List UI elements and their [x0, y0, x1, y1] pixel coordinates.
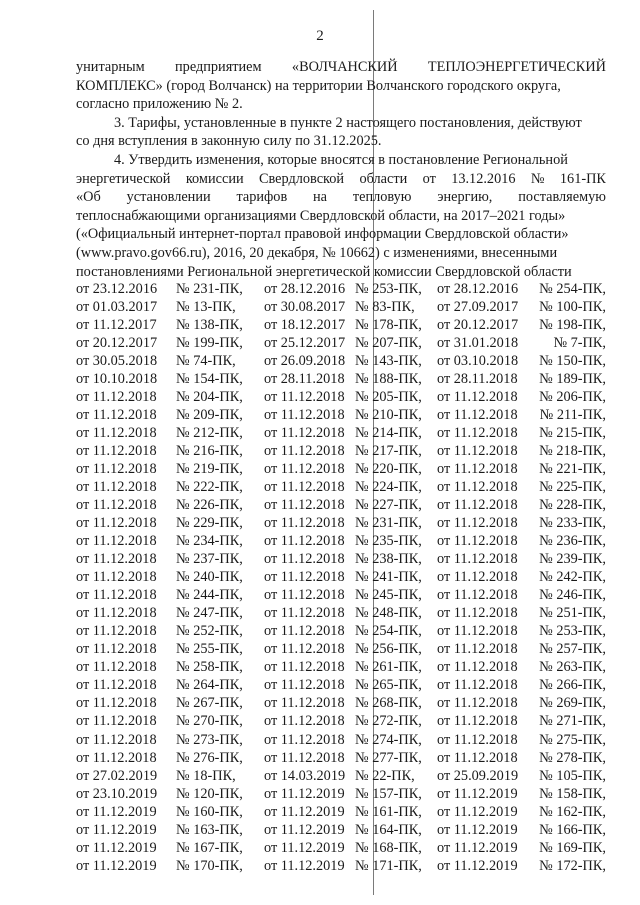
decree-number: № 272-ПК,	[355, 713, 422, 730]
page-number: 2	[316, 28, 324, 44]
decree-number: № 228-ПК,	[539, 497, 606, 514]
decree-date: от 23.12.2016	[76, 281, 158, 297]
decree-number: № 100-ПК,	[539, 299, 606, 316]
decree-date: от 27.02.2019	[76, 767, 158, 784]
decree-number: № 105-ПК,	[539, 767, 606, 784]
decree-date: от 11.12.2018	[264, 497, 345, 514]
decree-date: от 11.12.2019	[264, 839, 345, 856]
decree-number: № 254-ПК,	[539, 281, 606, 297]
decree-date: от 11.12.2018	[76, 407, 157, 424]
decree-date: от 11.12.2018	[264, 479, 345, 496]
decree-date: от 11.12.2019	[437, 821, 518, 838]
decree-number: № 231-ПК,	[355, 515, 422, 532]
decree-date: от 11.12.2018	[437, 533, 518, 550]
decree-date: от 11.12.2018	[76, 623, 157, 640]
decree-date: от 11.12.2018	[437, 443, 518, 460]
text-line: («Официальный интернет-портал правовой информации Свердловской области»	[76, 226, 569, 243]
decree-number: № 143-ПК,	[355, 353, 422, 370]
decree-date: от 11.12.2018	[76, 695, 157, 712]
text-line: теплоснабжающими организациями Свердловской области, на 2017–2021 годы»	[76, 207, 566, 224]
decree-date: от 11.12.2018	[76, 425, 157, 442]
decree-number: № 253-ПК,	[539, 623, 606, 640]
decree-date: от 11.12.2018	[264, 533, 345, 550]
decree-number: № 238-ПК,	[355, 551, 422, 568]
decree-number: № 166-ПК,	[539, 821, 606, 838]
decree-number: № 237-ПК,	[176, 551, 243, 568]
decree-number: № 162-ПК,	[539, 803, 606, 820]
decree-number: № 212-ПК,	[176, 425, 243, 442]
decree-date: от 20.12.2017	[437, 317, 519, 334]
decree-date: от 11.12.2019	[437, 803, 518, 820]
word: энергетической	[76, 170, 171, 187]
decree-number: № 269-ПК,	[539, 695, 606, 712]
word: унитарным	[76, 59, 145, 75]
decree-number: № 253-ПК,	[355, 281, 422, 297]
decree-date: от 25.12.2017	[264, 335, 346, 352]
decree-number: № 251-ПК,	[539, 605, 606, 622]
decree-number: № 257-ПК,	[539, 641, 606, 658]
text-line: 4. Утвердить изменения, которые вносятся в постановление Региональной	[114, 152, 568, 168]
decree-date: от 11.12.2018	[76, 749, 157, 766]
decree-number: № 248-ПК,	[355, 605, 422, 622]
decree-date: от 11.12.2018	[437, 479, 518, 496]
decree-date: от 11.12.2018	[264, 677, 345, 694]
decree-number: № 13-ПК,	[176, 299, 236, 316]
text-line	[76, 188, 606, 206]
decree-date: от 11.12.2018	[437, 641, 518, 658]
decree-date: от 11.12.2018	[264, 641, 345, 658]
decree-date: от 11.12.2019	[264, 857, 345, 874]
decree-number: № 167-ПК,	[176, 839, 243, 856]
decree-date: от 11.12.2018	[76, 659, 157, 676]
decree-date: от 26.09.2018	[264, 353, 346, 370]
decree-date: от 11.12.2018	[264, 389, 345, 406]
text-line	[76, 58, 606, 76]
text-line: со дня вступления в законную силу по 31.12.2025.	[76, 133, 382, 150]
decree-number: № 216-ПК,	[176, 443, 243, 460]
decree-date: от 11.12.2018	[437, 551, 518, 568]
decree-date: от 11.12.2018	[437, 749, 518, 766]
decree-number: № 246-ПК,	[539, 587, 606, 604]
decree-date: от 11.12.2018	[437, 587, 518, 604]
decree-number: № 18-ПК,	[176, 767, 236, 784]
decree-date: от 11.12.2017	[76, 317, 157, 334]
decree-number: № 161-ПК,	[355, 803, 422, 820]
decree-date: от 11.12.2018	[76, 515, 157, 532]
word: тепловую	[352, 189, 412, 206]
decree-number: № 273-ПК,	[176, 731, 243, 748]
decree-number: № 160-ПК,	[176, 803, 243, 820]
decree-number: № 207-ПК,	[355, 335, 422, 352]
decree-number: № 74-ПК,	[176, 353, 236, 370]
decree-date: от 11.12.2018	[76, 533, 157, 550]
text-line	[76, 170, 606, 188]
decree-date: от 28.11.2018	[264, 371, 345, 388]
decree-date: от 11.12.2019	[264, 821, 345, 838]
decree-number: № 138-ПК,	[176, 317, 243, 334]
decree-date: от 11.12.2018	[76, 389, 157, 406]
decree-number: № 150-ПК,	[539, 353, 606, 370]
word: Свердловской	[258, 170, 345, 187]
decree-number: № 215-ПК,	[539, 425, 606, 442]
decree-date: от 11.12.2018	[437, 695, 518, 712]
decree-number: № 206-ПК,	[539, 389, 606, 406]
decree-date: от 11.12.2018	[264, 659, 345, 676]
decree-number: № 274-ПК,	[355, 731, 422, 748]
decree-date: от 11.12.2018	[437, 659, 518, 676]
decree-number: № 22-ПК,	[355, 767, 415, 784]
decree-date: от 11.12.2018	[264, 713, 345, 730]
decree-date: от 31.01.2018	[437, 335, 519, 352]
decree-number: № 268-ПК,	[355, 695, 422, 712]
text-line: постановлениями Региональной энергетической комиссии Свердловской области	[76, 263, 572, 280]
decree-date: от 11.12.2018	[264, 515, 345, 532]
decree-number: № 7-ПК,	[553, 335, 606, 352]
word: «Об	[76, 189, 101, 206]
decree-date: от 11.12.2018	[264, 731, 345, 748]
decree-number: № 247-ПК,	[176, 605, 243, 622]
decree-number: № 210-ПК,	[355, 407, 422, 424]
decree-date: от 23.10.2019	[76, 785, 158, 802]
decree-number: № 214-ПК,	[355, 425, 422, 442]
decree-date: от 11.12.2018	[437, 623, 518, 640]
decree-date: от 11.12.2018	[437, 677, 518, 694]
word: установлении	[126, 189, 211, 206]
decree-number: № 276-ПК,	[176, 749, 243, 766]
word: комиссии	[185, 170, 244, 187]
decree-number: № 254-ПК,	[355, 623, 422, 640]
decree-date: от 11.12.2018	[264, 695, 345, 712]
decree-number: № 170-ПК,	[176, 857, 243, 874]
decree-number: № 234-ПК,	[176, 533, 243, 550]
decree-number: № 236-ПК,	[539, 533, 606, 550]
decree-date: от 11.12.2018	[76, 497, 157, 514]
decree-date: от 11.12.2019	[437, 785, 518, 802]
decree-date: от 03.10.2018	[437, 353, 519, 370]
text-line: КОМПЛЕКС» (город Волчанск) на территории Волчанского городского округа,	[76, 77, 561, 94]
decree-date: от 11.12.2019	[76, 803, 157, 820]
decree-date: от 11.12.2018	[264, 407, 345, 424]
decree-number: № 278-ПК,	[539, 749, 606, 766]
decree-number: № 226-ПК,	[176, 497, 243, 514]
decree-number: № 258-ПК,	[176, 659, 243, 676]
decree-number: № 211-ПК,	[539, 407, 606, 424]
word: поставляемую	[518, 189, 606, 206]
word: тарифов	[236, 189, 288, 206]
decree-number: № 164-ПК,	[355, 821, 422, 838]
decree-date: от 11.12.2018	[437, 731, 518, 748]
decree-number: № 244-ПК,	[176, 587, 243, 604]
decree-number: № 270-ПК,	[176, 713, 243, 730]
decree-date: от 28.11.2018	[437, 371, 518, 388]
decree-date: от 11.12.2018	[437, 605, 518, 622]
decree-date: от 11.12.2019	[76, 857, 157, 874]
decree-number: № 172-ПК,	[539, 857, 606, 874]
decree-date: от 11.12.2019	[76, 821, 157, 838]
decree-date: от 20.12.2017	[76, 335, 158, 352]
decree-date: от 11.12.2018	[264, 425, 345, 442]
decree-number: № 227-ПК,	[355, 497, 422, 514]
decree-date: от 11.12.2019	[76, 839, 157, 856]
decree-date: от 30.05.2018	[76, 353, 158, 370]
decree-number: № 219-ПК,	[176, 461, 243, 478]
decree-number: № 239-ПК,	[539, 551, 606, 568]
decree-date: от 11.12.2018	[76, 641, 157, 658]
decree-date: от 11.12.2019	[437, 839, 518, 856]
decree-number: № 225-ПК,	[539, 479, 606, 496]
decree-number: № 233-ПК,	[539, 515, 606, 532]
decree-date: от 11.12.2018	[76, 551, 157, 568]
decree-date: от 11.12.2019	[437, 857, 518, 874]
decree-number: № 217-ПК,	[355, 443, 422, 460]
decree-number: № 265-ПК,	[355, 677, 422, 694]
word: «ВОЛЧАНСКИЙ	[291, 59, 398, 75]
decree-number: № 188-ПК,	[355, 371, 422, 388]
decree-date: от 11.12.2018	[437, 425, 518, 442]
decree-number: № 235-ПК,	[355, 533, 422, 550]
word: №	[530, 170, 545, 187]
decree-number: № 240-ПК,	[176, 569, 243, 586]
decree-number: № 204-ПК,	[176, 389, 243, 406]
decree-number: № 209-ПК,	[176, 407, 243, 424]
decree-date: от 11.12.2018	[437, 407, 518, 424]
text-line: (www.pravo.gov66.ru), 2016, 20 декабря, № 10662) с изменениями, внесенными	[76, 245, 558, 261]
decree-date: от 11.12.2018	[264, 587, 345, 604]
decree-date: от 11.12.2018	[264, 749, 345, 766]
decree-number: № 178-ПК,	[355, 317, 422, 334]
decree-date: от 11.12.2018	[437, 389, 518, 406]
decree-date: от 10.10.2018	[76, 371, 158, 388]
decree-date: от 11.12.2018	[76, 587, 157, 604]
decree-date: от 11.12.2018	[264, 605, 345, 622]
decree-number: № 255-ПК,	[176, 641, 243, 658]
decree-date: от 11.12.2018	[76, 443, 157, 460]
word: от	[422, 170, 436, 187]
decree-date: от 11.12.2018	[76, 569, 157, 586]
decree-number: № 266-ПК,	[539, 677, 606, 694]
decree-number: № 220-ПК,	[355, 461, 422, 478]
word: 13.12.2016	[451, 170, 516, 187]
decree-date: от 11.12.2018	[264, 569, 345, 586]
decree-number: № 256-ПК,	[355, 641, 422, 658]
decree-number: № 271-ПК,	[539, 713, 606, 730]
decree-date: от 30.08.2017	[264, 299, 346, 316]
decree-number: № 261-ПК,	[355, 659, 422, 676]
decree-number: № 221-ПК,	[539, 461, 606, 478]
decree-number: № 198-ПК,	[539, 317, 606, 334]
decree-date: от 11.12.2018	[437, 461, 518, 478]
decree-number: № 205-ПК,	[355, 389, 422, 406]
decree-date: от 28.12.2016	[437, 281, 519, 297]
decree-date: от 11.12.2019	[264, 803, 345, 820]
decree-date: от 11.12.2018	[437, 515, 518, 532]
decree-number: № 189-ПК,	[539, 371, 606, 388]
decree-number: № 241-ПК,	[355, 569, 422, 586]
decree-number: № 263-ПК,	[539, 659, 606, 676]
decree-number: № 163-ПК,	[176, 821, 243, 838]
decree-date: от 11.12.2018	[76, 731, 157, 748]
decree-date: от 11.12.2018	[437, 569, 518, 586]
decree-date: от 27.09.2017	[437, 299, 519, 316]
word: на	[313, 189, 328, 206]
decree-date: от 11.12.2018	[264, 461, 345, 478]
decree-number: № 222-ПК,	[176, 479, 243, 496]
text-line: согласно приложению № 2.	[76, 96, 243, 113]
decree-date: от 11.12.2018	[264, 551, 345, 568]
decree-number: № 171-ПК,	[355, 857, 422, 874]
word: ТЕПЛОЭНЕРГЕТИЧЕСКИЙ	[427, 59, 606, 75]
decree-number: № 224-ПК,	[355, 479, 422, 496]
decree-date: от 18.12.2017	[264, 317, 346, 334]
decree-number: № 158-ПК,	[539, 785, 606, 802]
decree-date: от 11.12.2018	[437, 497, 518, 514]
decree-date: от 11.12.2018	[76, 461, 157, 478]
decree-date: от 11.12.2018	[76, 479, 157, 496]
decree-number: № 157-ПК,	[355, 785, 422, 802]
decree-number: № 267-ПК,	[176, 695, 243, 712]
decree-date: от 11.12.2018	[76, 605, 157, 622]
decree-number: № 264-ПК,	[176, 677, 243, 694]
decree-date: от 01.03.2017	[76, 299, 158, 316]
decree-date: от 11.12.2019	[264, 785, 345, 802]
decree-date: от 11.12.2018	[76, 713, 157, 730]
decree-date: от 28.12.2016	[264, 281, 346, 297]
word: предприятием	[175, 59, 262, 75]
decree-date: от 11.12.2018	[437, 713, 518, 730]
word: области	[359, 170, 408, 187]
decree-date: от 11.12.2018	[264, 623, 345, 640]
decree-number: № 120-ПК,	[176, 785, 243, 802]
decree-date: от 14.03.2019	[264, 767, 346, 784]
decree-date: от 11.12.2018	[76, 677, 157, 694]
decree-number: № 277-ПК,	[355, 749, 422, 766]
decree-date: от 25.09.2019	[437, 767, 519, 784]
decree-number: № 242-ПК,	[539, 569, 606, 586]
word: энергию,	[437, 189, 493, 206]
decree-number: № 229-ПК,	[176, 515, 243, 532]
decree-number: № 252-ПК,	[176, 623, 243, 640]
decree-number: № 275-ПК,	[539, 731, 606, 748]
word: 161-ПК	[559, 170, 606, 187]
text-line: 3. Тарифы, установленные в пункте 2 настоящего постановления, действуют	[114, 114, 582, 131]
decree-number: № 231-ПК,	[176, 281, 243, 297]
decree-date: от 11.12.2018	[264, 443, 345, 460]
decree-number: № 218-ПК,	[539, 443, 606, 460]
decree-number: № 168-ПК,	[355, 839, 422, 856]
decree-number: № 154-ПК,	[176, 371, 243, 388]
decree-number: № 245-ПК,	[355, 587, 422, 604]
decree-number: № 169-ПК,	[539, 839, 606, 856]
decree-number: № 199-ПК,	[176, 335, 243, 352]
decree-number: № 83-ПК,	[355, 299, 415, 316]
